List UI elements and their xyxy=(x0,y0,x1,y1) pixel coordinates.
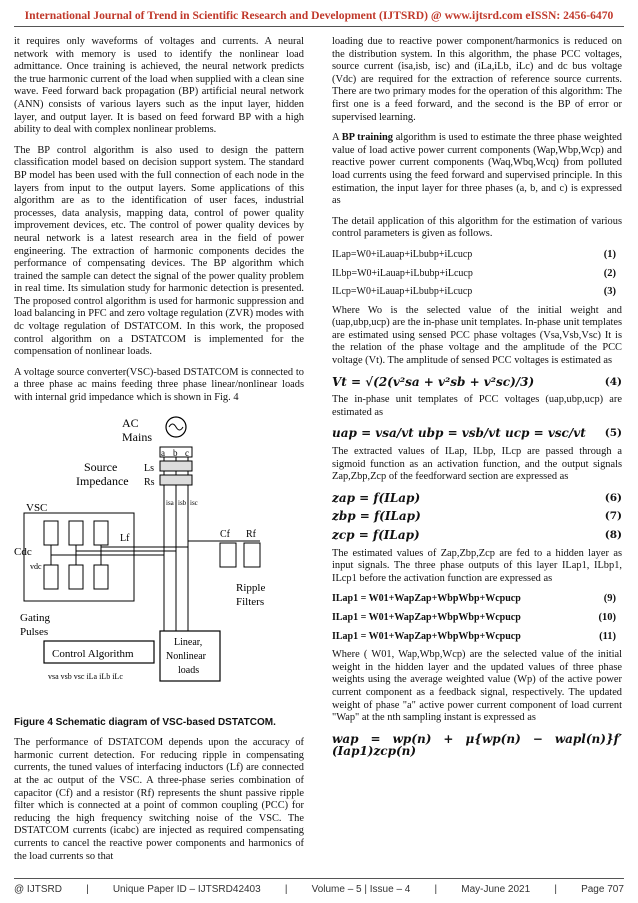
paragraph: A voltage source converter(VSC)-based DSTATCOM is connected to a three phase ac mains feeding three phase linear/nonlinear loads with internal grid impedance which is shown in Fig. 4 xyxy=(14,366,304,404)
header-divider xyxy=(14,26,624,27)
paragraph: The estimated values of Zap,Zbp,Zcp are fed to a hidden layer as input signals. The three phase outputs of this layer ILap1, ILbp1, ILcp1 before the activation function are expressed as xyxy=(332,547,622,584)
equation-7: zbp = f(ILap) (7) xyxy=(332,509,622,524)
isc-label: isc xyxy=(190,498,198,507)
vdc-label: vdc xyxy=(30,561,42,571)
paragraph: The BP control algorithm is also used to design the pattern classification model based on decision support system. The standard BP model has been used with the full connection of each node in the layers from input to the output layers. Some applications of this algorithm are as to the identification of user faces, industrial processes, data analysis, mapping data, control of power quality improvement devices, etc. The control of power quality devices by neural network is a latest research area in the field of power engineering. The extraction of harmonic components decides the performance of compensating devices. The BP algorithm which trained the sample can detect the signal of the power quality problem in real time. Its simulation study for harmonic detection is presented. The proposed control algorithm is used for harmonic suppression and load balancing in PFC and zero voltage regulation (ZVR) modes with dc voltage regulation of DSTATCOM. In this work, the proposed control algorithm on a DSTATCOM is implemented for the compensation of nonlinear loads. xyxy=(14,144,304,358)
gating-label: Gating xyxy=(20,611,50,624)
control-algorithm-label: Control Algorithm xyxy=(52,647,134,660)
mains-label: Mains xyxy=(122,429,152,444)
paragraph: The in-phase unit templates of PCC voltages (uap,ubp,ucp) are estimated as xyxy=(332,394,622,418)
rs-label: Rs xyxy=(144,476,155,488)
phase-a-label: a xyxy=(161,447,165,458)
paragraph: The extracted values of ILap, ILbp, ILcp are passed through a sigmoid function as an activation function, and the output signals Zap,Zbp,Zcp of the feedforward section are expressed as xyxy=(332,446,622,483)
isa-label: isa xyxy=(166,498,174,507)
equation-2: ILbp=W0+iLauap+iLbubp+iLcucp (2) xyxy=(332,267,616,279)
paragraph: A BP training algorithm is used to estimate the three phase weighted value of load active power current components (Wap,Wbp,Wcp) and reactive power current components (Waq,Wbq,Wcq) from polluted load currents using the feed forward and supervised principle. In this estimation, the input layer for three phases (a, b, and c) is expressed as xyxy=(332,132,622,207)
paragraph: loading due to reactive power component/harmonics is reduced on the distribution system. In this algorithm, the phase PCC voltages, source current (isa,isb, isc) and (iLa,iLb, iLc) and dc bus voltage (Vdc) are required for the extraction of reference source currents. There are two primary modes for the operation of this algorithm: The first one is a feed forward, and the second is the BP of error or supervised learning. xyxy=(332,36,622,123)
equation-11: ILap1 = W01+WapZap+WbpWbp+Wcpucp (11) xyxy=(332,630,616,642)
equation-1: ILap=W0+iLauap+iLbubp+iLcucp (1) xyxy=(332,248,616,260)
page-footer xyxy=(14,884,624,895)
equation-10: ILap1 = W01+WapZap+WbpWbp+Wcpucp (10) xyxy=(332,611,616,623)
paragraph: Where ( W01, Wap,Wbp,Wcp) are the selected value of the initial weight in the hidden layer and the updated values of three phase weights using the average weighted value (Wp) of the active power current component as a feedback signal, respectively. The updated weight of phase "a" active power current component of load current "Wap" at the nth sampling instant is expressed as xyxy=(332,649,622,724)
footer-separator: | xyxy=(434,884,438,895)
equation-4: Vt = √(2(v²sa + v²sb + v²sc)/3) (4) xyxy=(332,374,622,389)
nonlinear-label: Nonlinear xyxy=(166,650,206,662)
phase-c-label: c xyxy=(185,447,189,458)
bottom-signals-label: vsa vsb vsc iLa iLb iLc xyxy=(48,671,123,681)
ac-label: AC xyxy=(122,415,139,430)
pulses-label: Pulses xyxy=(20,625,49,638)
footer-journal: @ IJTSRD xyxy=(14,884,62,895)
footer-separator: | xyxy=(554,884,557,895)
dstatcom-schematic xyxy=(14,413,304,713)
footer-page: Page 707 xyxy=(581,884,624,895)
footer-paper-id: Unique Paper ID – IJTSRD42403 xyxy=(112,884,261,895)
ripple-label: Ripple xyxy=(236,581,266,594)
footer-separator: | xyxy=(86,884,89,895)
loads-label: loads xyxy=(178,664,200,676)
footer-separator: | xyxy=(284,884,288,895)
vsc-label: VSC xyxy=(26,501,48,514)
cf-label: Cf xyxy=(220,528,230,540)
right-column xyxy=(332,36,622,764)
paragraph: The performance of DSTATCOM depends upon the accuracy of harmonic current detection. For reducing ripple in compensating currents, the tuned values of interfacing inductors (Lf) are connected at the ac output of the VSC. A three-phase series combination of capacitor (Cf) and a resistor (Rf) represents the shunt passive ripple filter which is connected at a point of common coupling (PCC) for reducing the high frequency switching noise of the VSC. The DSTATCOM currents (icabc) are injected as required compensating currents to cancel the reactive power components and harmonics of the load currents so that xyxy=(14,737,304,862)
footer-volume: Volume – 5 | Issue – 4 xyxy=(311,884,411,895)
figure-caption: Figure 4 Schematic diagram of VSC-based DSTATCOM. xyxy=(14,716,276,728)
paragraph: Where Wo is the selected value of the initial weight and (uap,ubp,ucp) are the in-phase unit templates. In-phase unit templates are estimated using sensed PCC phase voltages (Vsa,Vsb,Vsc) It is the relation of the phase voltage and the amplitude of the PCC voltage (Vt). The amplitude of sensed PCC voltages is estimated as xyxy=(332,304,622,367)
journal-header: International Journal of Trend in Scientific Research and Development (IJTSRD) @ www.ijtsrd.com eISSN: 2456-6470 xyxy=(24,9,614,22)
equation-3: ILcp=W0+iLauap+iLbubp+iLcucp (3) xyxy=(332,286,616,298)
source-label: Source xyxy=(84,459,118,474)
paragraph: it requires only waveforms of voltages and currents. A neural network with memory is used to identify the nonlinear load admittance. Once training is achieved, the neural network predicts the true harmonic current of the load when supplied with a clean sine wave. Feed forward back propagation (BP) artificial neural network (ANN) consists of various layers such as the input layer, hidden layer, and output layer. It is based on feed forward BP with a high ability to deal with complex nonlinear problems. xyxy=(14,36,304,136)
equation-8: zcp = f(ILap) (8) xyxy=(332,528,622,542)
schematic-figure xyxy=(14,413,304,713)
equation-12: wap = wp(n) + μ{wp(n) − wapl(n)}f′(Iap1)zcp(n) xyxy=(332,731,622,759)
rf-label: Rf xyxy=(246,528,256,540)
filters-label: Filters xyxy=(236,595,265,608)
footer-divider xyxy=(14,878,624,879)
linear-label: Linear, xyxy=(174,636,203,648)
ls-label: Ls xyxy=(144,462,154,474)
equation-9: ILap1 = W01+WapZap+WbpWbp+Wcpucp (9) xyxy=(332,593,616,605)
equation-5: uap = vsa/vt ubp = vsb/vt ucp = vsc/vt (5) xyxy=(332,426,622,441)
cdc-label: Cdc xyxy=(14,545,32,558)
phase-b-label: b xyxy=(173,447,178,458)
lf-label: Lf xyxy=(120,532,130,544)
paragraph: The detail application of this algorithm for the estimation of various control parameters is given as follows. xyxy=(332,215,622,240)
isb-label: isb xyxy=(178,498,187,507)
footer-date: May-June 2021 xyxy=(461,884,531,895)
equation-6: zap = f(ILap) (6) xyxy=(332,490,622,505)
left-column xyxy=(14,36,304,871)
impedance-label: Impedance xyxy=(76,473,129,488)
